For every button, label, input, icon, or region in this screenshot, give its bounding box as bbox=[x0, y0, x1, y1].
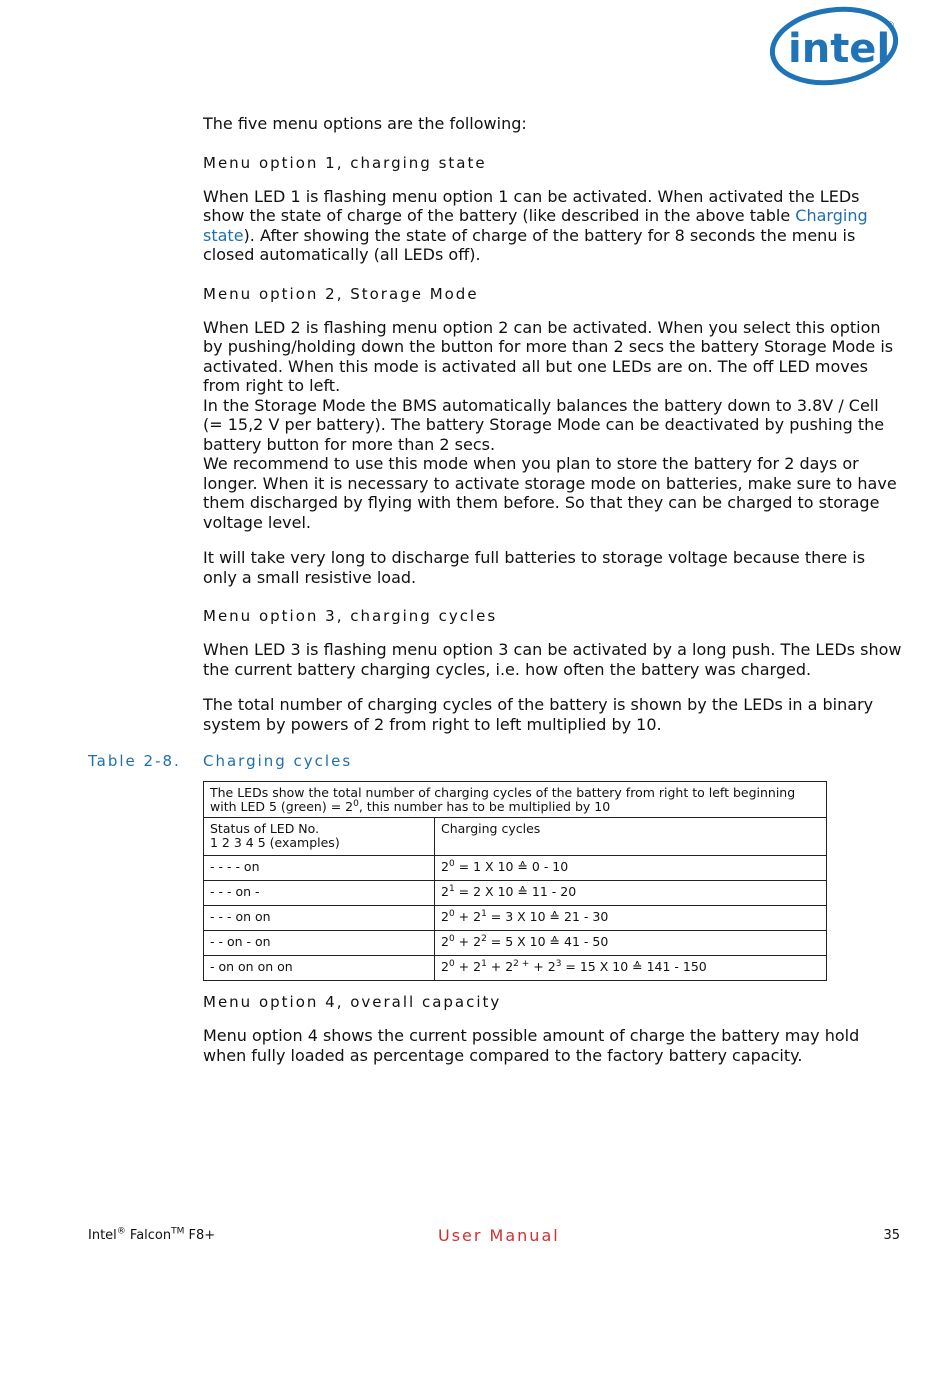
menu3-heading: Menu option 3, charging cycles bbox=[203, 607, 498, 625]
menu4-section bbox=[203, 993, 903, 1079]
cycles-cell: $2^0 + 2^2 = 5$ X 10 ≙ 41 - 50 bbox=[435, 931, 827, 956]
intel-logo bbox=[766, 0, 906, 92]
menu2-paragraph-2: It will take very long to discharge full batteries to storage voltage because there is only a small resistive load. bbox=[203, 548, 866, 587]
page-footer bbox=[88, 1228, 900, 1248]
led-status-cell: - - - on - bbox=[204, 881, 435, 906]
menu2-heading: Menu option 2, Storage Mode bbox=[203, 284, 479, 303]
table-row bbox=[204, 906, 827, 931]
svg-text:®: ® bbox=[886, 21, 895, 31]
menu1-paragraph: When LED 1 is flashing menu option 1 can be activated. When activated the LEDs show the state of charge of the battery (like described in the above table Charging state). After showing the state of charge of the battery for 8 seconds the menu is closed automatically (all LEDs off). bbox=[203, 186, 868, 264]
cycles-cell: $2^0 + 2^1 + 2^{2 +} + 2^3 = 15$ X 10 ≙ 141 - 150 bbox=[435, 956, 827, 981]
table-row bbox=[204, 931, 827, 956]
cycles-cell: $2^0 = 1$ X 10 ≙ 0 - 10 bbox=[435, 856, 827, 881]
cycles-cell: $2^1 = 2$ X 10 ≙ 11 - 20 bbox=[435, 881, 827, 906]
table-header-cycles: Charging cycles bbox=[435, 818, 827, 856]
footer-product: Intel® Falcon™ F8+ bbox=[88, 1226, 216, 1243]
table-caption bbox=[88, 752, 688, 770]
table-note: The LEDs show the total number of charging cycles of the battery from right to left beginning with LED 5 (green) = $2^0$, this number has to be multiplied by 10 bbox=[204, 782, 827, 818]
menu4-paragraph: Menu option 4 shows the current possible amount of charge the battery may hold when fully loaded as percentage compared to the factory battery capacity. bbox=[203, 1026, 860, 1065]
table-number: Table 2-8. bbox=[88, 752, 181, 770]
charging-state-link[interactable]: Charging state bbox=[203, 206, 868, 245]
cycles-cell: $2^0 + 2^1 = 3$ X 10 ≙ 21 - 30 bbox=[435, 906, 827, 931]
led-status-cell: - - - - on bbox=[204, 856, 435, 881]
led-status-cell: - - on - on bbox=[204, 931, 435, 956]
menu4-heading: Menu option 4, overall capacity bbox=[203, 993, 502, 1011]
table-title: Charging cycles bbox=[203, 752, 353, 770]
led-status-cell: - - - on on bbox=[204, 906, 435, 931]
table-row bbox=[204, 956, 827, 981]
menu2-paragraph: When LED 2 is flashing menu option 2 can be activated. When you select this option by pushing/holding down the button for more than 2 secs the battery Storage Mode is activated. When this mode is activated all but one LEDs are on. The off LED moves from right to left. In the Storage Mode the BMS automatically balances the battery down to 3.8V / Cell (= 15,2 V per battery). The battery Storage Mode can be deactivated by pushing the battery button for more than 2 secs. We recommend to use this mode when you plan to store the battery for 2 days or longer. When it is necessary to activate storage mode on batteries, make sure to have them discharged by flying with them before. So that they can be charged to storage voltage level. bbox=[203, 317, 897, 532]
main-content bbox=[203, 114, 903, 748]
footer-title: User Manual bbox=[438, 1226, 560, 1245]
menu3-paragraph-2: The total number of charging cycles of the battery is shown by the LEDs in a binary system by powers of 2 from right to left multiplied by 10. bbox=[203, 695, 874, 734]
page-number: 35 bbox=[883, 1228, 900, 1243]
charging-cycles-table bbox=[203, 781, 827, 981]
menu1-heading: Menu option 1, charging state bbox=[203, 153, 487, 172]
menu3-paragraph-1: When LED 3 is flashing menu option 3 can be activated by a long push. The LEDs show the current battery charging cycles, i.e. how often the battery was charged. bbox=[203, 640, 902, 679]
table-row bbox=[204, 881, 827, 906]
led-status-cell: - on on on on bbox=[204, 956, 435, 981]
intel-logo-text: intel bbox=[788, 26, 891, 72]
intro-text: The five menu options are the following: bbox=[203, 114, 527, 133]
table-header-status: Status of LED No. 1 2 3 4 5 (examples) bbox=[204, 818, 435, 856]
table-row bbox=[204, 856, 827, 881]
